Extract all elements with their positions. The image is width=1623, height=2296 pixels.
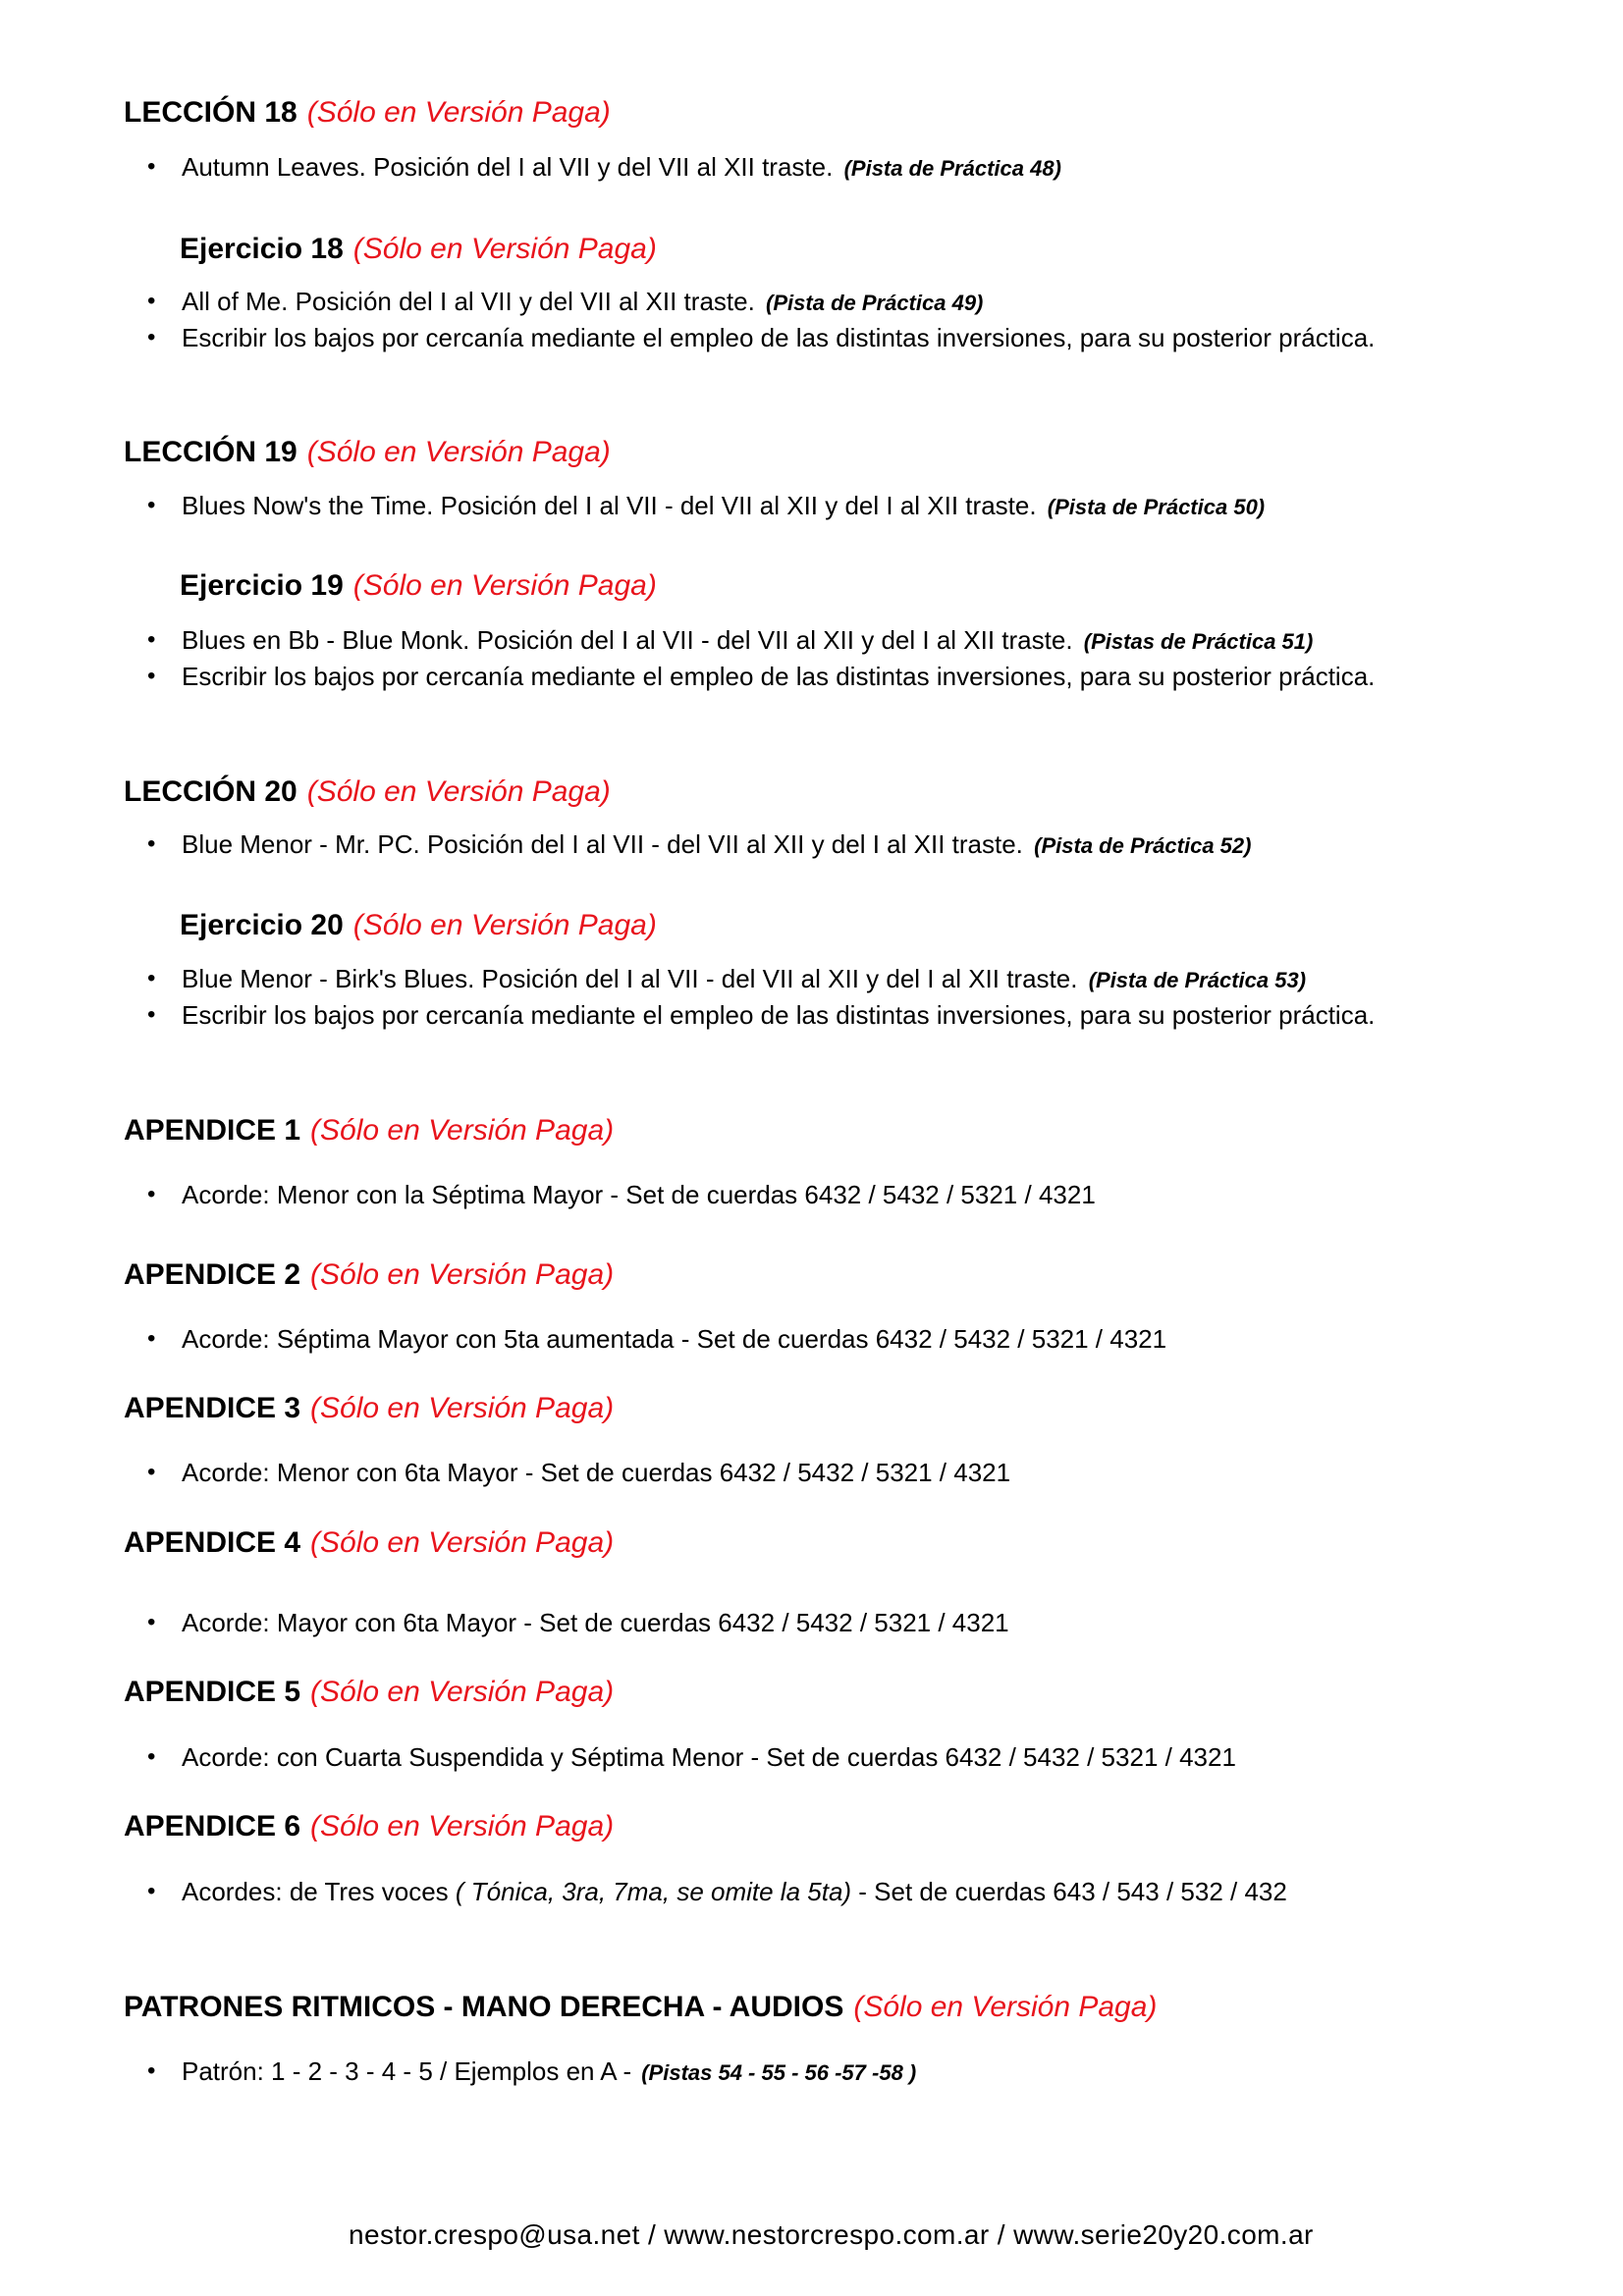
section-title-ejercicio-20: Ejercicio 20 (Sólo en Versión Paga) <box>180 909 657 941</box>
list-item: • Escribir los bajos por cercanía mediante el empleo de las distintas inversiones, para su posterior práctica. <box>182 660 1375 693</box>
paid-version-note: (Sólo en Versión Paga) <box>306 436 611 468</box>
list-item: • Blues Now's the Time. Posición del I al VII - del VII al XII y del I al XII traste. (Pista de Práctica 50) <box>182 489 1265 524</box>
section-title-apendice-6: APENDICE 6 (Sólo en Versión Paga) <box>124 1810 615 1842</box>
practice-track: (Pista de Práctica 49) <box>766 291 984 315</box>
list-item: • Blue Menor - Birk's Blues. Posición del I al VII - del VII al XII y del I al XII traste. (Pista de Práctica 53) <box>182 962 1306 997</box>
section-title-leccion-20: LECCIÓN 20 (Sólo en Versión Paga) <box>124 775 611 808</box>
list-item: • Patrón: 1 - 2 - 3 - 4 - 5 / Ejemplos en A - (Pistas 54 - 55 - 56 -57 -58 ) <box>182 2055 916 2090</box>
list-item: • Escribir los bajos por cercanía mediante el empleo de las distintas inversiones, para su posterior práctica. <box>182 321 1375 354</box>
paid-version-note: (Sólo en Versión Paga) <box>310 1526 615 1559</box>
paid-version-note: (Sólo en Versión Paga) <box>310 1258 615 1291</box>
section-title-apendice-4: APENDICE 4 (Sólo en Versión Paga) <box>124 1526 615 1559</box>
list-item: • Autumn Leaves. Posición del I al VII y del VII al XII traste. (Pista de Práctica 48) <box>182 150 1061 186</box>
paid-version-note: (Sólo en Versión Paga) <box>310 1676 615 1708</box>
practice-track: (Pista de Práctica 50) <box>1047 495 1266 519</box>
list-item: • Blue Menor - Mr. PC. Posición del I al VII - del VII al XII y del I al XII traste. (Pista de Práctica 52) <box>182 828 1251 863</box>
list-item: • Acorde: con Cuarta Suspendida y Séptima Menor - Set de cuerdas 6432 / 5432 / 5321 / 4321 <box>182 1740 1236 1774</box>
list-item: • Acorde: Séptima Mayor con 5ta aumentada - Set de cuerdas 6432 / 5432 / 5321 / 4321 <box>182 1322 1166 1356</box>
paid-version-note: (Sólo en Versión Paga) <box>310 1114 615 1147</box>
section-title-apendice-5: APENDICE 5 (Sólo en Versión Paga) <box>124 1676 615 1708</box>
section-title-ejercicio-19: Ejercicio 19 (Sólo en Versión Paga) <box>180 569 657 602</box>
section-title-patrones-ritmicos: PATRONES RITMICOS - MANO DERECHA - AUDIOS (Sólo en Versión Paga) <box>124 1991 1158 2023</box>
paid-version-note: (Sólo en Versión Paga) <box>310 1810 615 1842</box>
list-item: • Acorde: Mayor con 6ta Mayor - Set de cuerdas 6432 / 5432 / 5321 / 4321 <box>182 1606 1009 1639</box>
list-item: • All of Me. Posición del I al VII y del VII al XII traste. (Pista de Práctica 49) <box>182 285 983 320</box>
practice-track: (Pistas 54 - 55 - 56 -57 -58 ) <box>635 2060 917 2085</box>
section-title-leccion-18: LECCIÓN 18 (Sólo en Versión Paga) <box>124 96 611 129</box>
section-title-leccion-19: LECCIÓN 19 (Sólo en Versión Paga) <box>124 436 611 468</box>
list-item: • Acorde: Menor con la Séptima Mayor - Set de cuerdas 6432 / 5432 / 5321 / 4321 <box>182 1178 1096 1211</box>
paid-version-note: (Sólo en Versión Paga) <box>306 775 611 808</box>
practice-track: (Pista de Práctica 48) <box>843 156 1061 181</box>
paid-version-note: (Sólo en Versión Paga) <box>352 569 657 602</box>
practice-track: (Pistas de Práctica 51) <box>1083 629 1314 654</box>
list-item: • Escribir los bajos por cercanía mediante el empleo de las distintas inversiones, para su posterior práctica. <box>182 998 1375 1032</box>
list-item: • Acorde: Menor con 6ta Mayor - Set de cuerdas 6432 / 5432 / 5321 / 4321 <box>182 1456 1010 1489</box>
list-item: • Blues en Bb - Blue Monk. Posición del I al VII - del VII al XII y del I al XII traste. (Pistas de Práctica 51) <box>182 623 1313 659</box>
footer-contact: nestor.crespo@usa.net / www.nestorcrespo.com.ar / www.serie20y20.com.ar <box>349 2219 1314 2250</box>
paid-version-note: (Sólo en Versión Paga) <box>352 909 657 941</box>
section-title-ejercicio-18: Ejercicio 18 (Sólo en Versión Paga) <box>180 233 657 265</box>
paid-version-note: (Sólo en Versión Paga) <box>352 233 657 265</box>
paid-version-note: (Sólo en Versión Paga) <box>306 96 611 129</box>
section-title-apendice-1: APENDICE 1 (Sólo en Versión Paga) <box>124 1114 615 1147</box>
practice-track: (Pista de Práctica 52) <box>1034 833 1252 858</box>
section-title-apendice-2: APENDICE 2 (Sólo en Versión Paga) <box>124 1258 615 1291</box>
practice-track: (Pista de Práctica 53) <box>1088 968 1307 992</box>
paid-version-note: (Sólo en Versión Paga) <box>310 1392 615 1424</box>
section-title-apendice-3: APENDICE 3 (Sólo en Versión Paga) <box>124 1392 615 1424</box>
paid-version-note: (Sólo en Versión Paga) <box>853 1991 1158 2023</box>
list-item: • Acordes: de Tres voces ( Tónica, 3ra, 7ma, se omite la 5ta) - Set de cuerdas 643 / 543 / 532 / 432 <box>182 1875 1287 1908</box>
